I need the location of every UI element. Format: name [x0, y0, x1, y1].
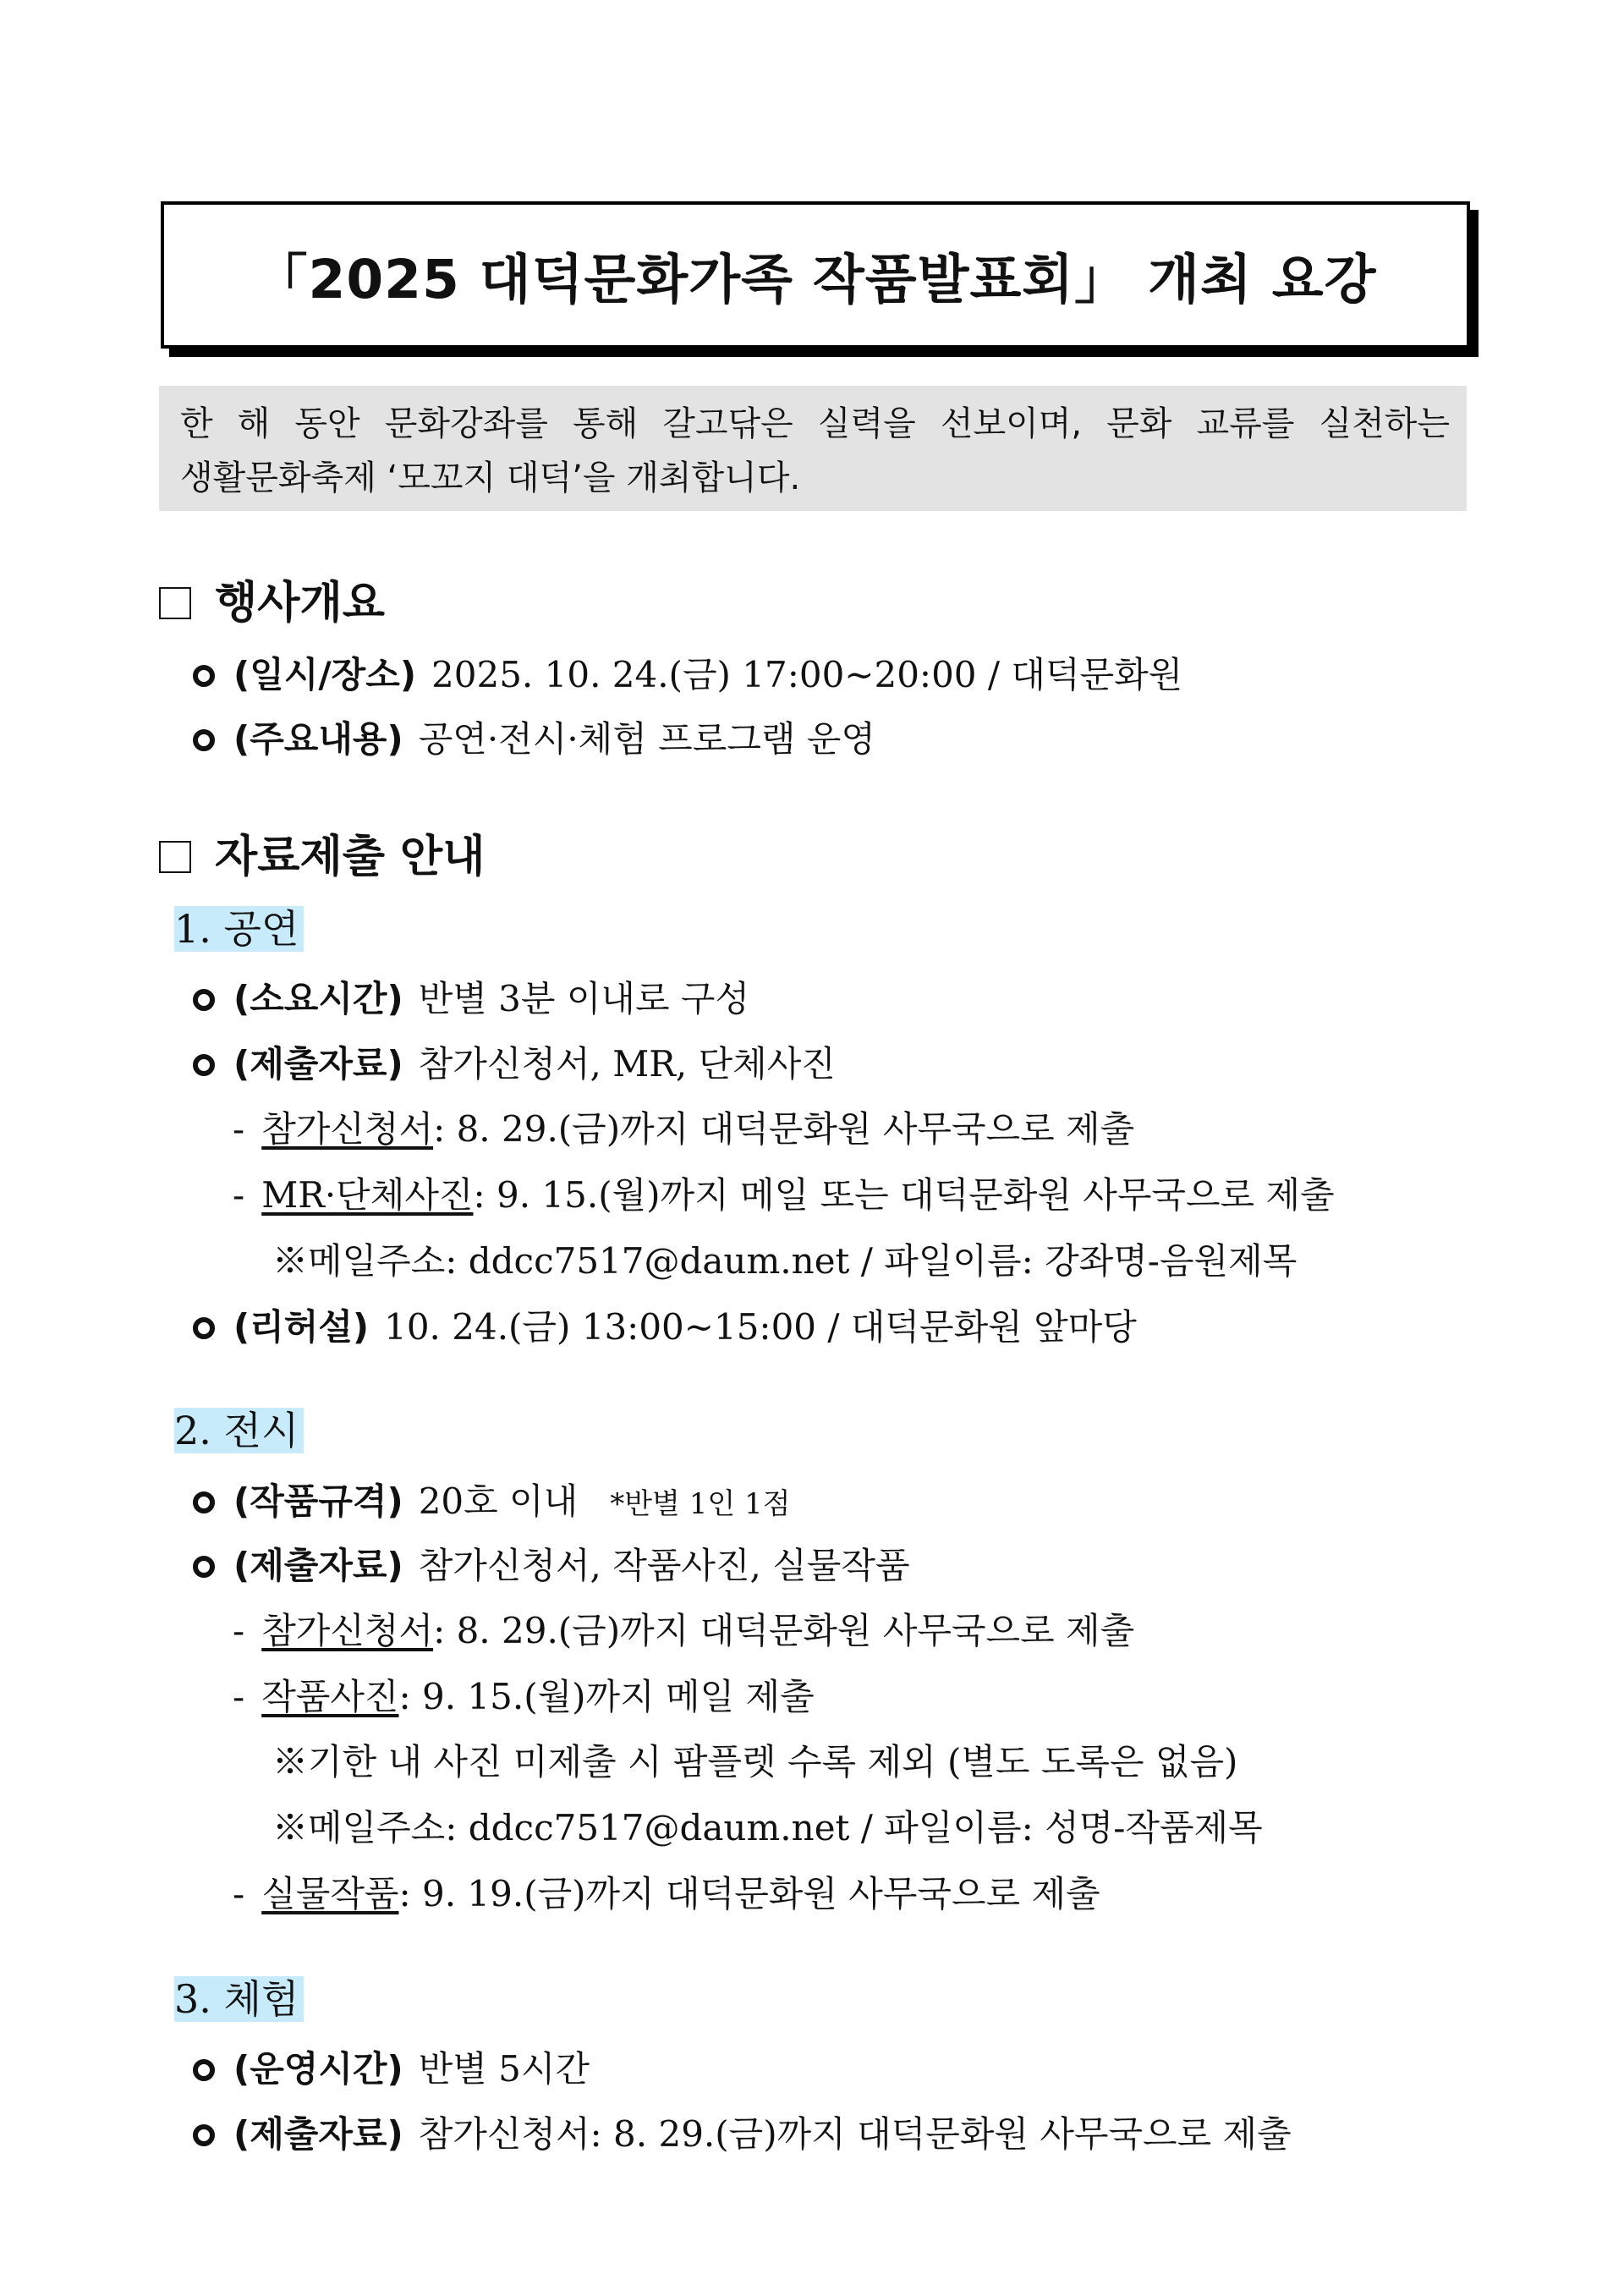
- checkbox-square-icon: [159, 587, 191, 619]
- circle-bullet-icon: [193, 1491, 215, 1513]
- item-label: (소요시간): [233, 978, 403, 1019]
- section-submission-heading: 자료제출 안내: [215, 832, 486, 882]
- item-small-note: *반별 1인 1점: [610, 1487, 791, 1521]
- item-text: 2025. 10. 24.(금) 17:00~20:00 / 대덕문화원: [431, 654, 1183, 695]
- item-text: 참가신청서, MR, 단체사진: [418, 1043, 836, 1085]
- sub-underlined: 실물작품: [261, 1873, 399, 1914]
- circle-bullet-icon: [193, 2059, 215, 2081]
- exhibition-sub-application: - 참가신청서: 8. 29.(금)까지 대덕문화원 사무국으로 제출: [233, 1610, 1135, 1651]
- exhibition-sub-artwork: - 실물작품: 9. 19.(금)까지 대덕문화원 사무국으로 제출: [233, 1873, 1100, 1914]
- circle-bullet-icon: [193, 2124, 215, 2146]
- sub-underlined: MR·단체사진: [261, 1174, 474, 1216]
- exhibition-spec: [193, 1474, 790, 1524]
- subsection-heading: 2. 전시: [174, 1408, 304, 1453]
- circle-bullet-icon: [193, 989, 215, 1011]
- sub-text: : 8. 29.(금)까지 대덕문화원 사무국으로 제출: [433, 1610, 1135, 1651]
- item-label: (주요내용): [233, 718, 403, 760]
- circle-bullet-icon: [193, 1054, 215, 1076]
- sub-text: : 9. 15.(월)까지 메일 또는 대덕문화원 사무국으로 제출: [473, 1174, 1335, 1216]
- performance-duration: [193, 971, 749, 1022]
- item-text: 참가신청서, 작품사진, 실물작품: [418, 1545, 910, 1586]
- section-submission: [159, 821, 486, 884]
- exhibition-note-2: ※메일주소: ddcc7517@daum.net / 파일이름: 성명-작품제목: [272, 1807, 1263, 1848]
- performance-sub-mr: - MR·단체사진: 9. 15.(월)까지 메일 또는 대덕문화원 사무국으로 제출: [233, 1174, 1335, 1216]
- sub-text: : 8. 29.(금)까지 대덕문화원 사무국으로 제출: [433, 1108, 1135, 1150]
- intro-line-1: 한 해 동안 문화강좌를 통해 갈고닦은 실력을 선보이며, 문화 교류를 실천하는: [180, 404, 1450, 443]
- performance-sub-application: - 참가신청서: 8. 29.(금)까지 대덕문화원 사무국으로 제출: [233, 1108, 1135, 1150]
- performance-materials: [193, 1036, 836, 1087]
- sub-underlined: 작품사진: [261, 1676, 399, 1717]
- sub-underlined: 참가신청서: [261, 1108, 434, 1150]
- sub-text: : 9. 15.(월)까지 메일 제출: [398, 1676, 815, 1717]
- exhibition-materials: [193, 1538, 910, 1589]
- experience-materials: [193, 2106, 1292, 2157]
- circle-bullet-icon: [193, 729, 215, 751]
- subsection-experience: [174, 1969, 304, 2024]
- title-box: [161, 201, 1470, 349]
- circle-bullet-icon: [193, 665, 215, 687]
- intro-box: [159, 386, 1467, 511]
- section-overview: [159, 567, 385, 630]
- exhibition-sub-photo: - 작품사진: 9. 15.(월)까지 메일 제출: [233, 1676, 815, 1717]
- item-label: (작품규격): [233, 1480, 403, 1522]
- exhibition-note-1: ※기한 내 사진 미제출 시 팜플렛 수록 제외 (별도 도록은 없음): [272, 1741, 1238, 1782]
- item-text: 참가신청서: 8. 29.(금)까지 대덕문화원 사무국으로 제출: [418, 2113, 1292, 2155]
- item-label: (제출자료): [233, 1545, 403, 1586]
- intro-line-2: 생활문화축제 ‘모꼬지 대덕’을 개최합니다.: [180, 459, 801, 497]
- subsection-heading: 3. 체험: [174, 1976, 304, 2022]
- item-text: 반별 5시간: [418, 2048, 590, 2090]
- performance-note: ※메일주소: ddcc7517@daum.net / 파일이름: 강좌명-음원제목: [272, 1240, 1298, 1282]
- item-label: (운영시간): [233, 2048, 403, 2090]
- performance-rehearsal: [193, 1299, 1137, 1350]
- item-label: (제출자료): [233, 2113, 403, 2155]
- circle-bullet-icon: [193, 1317, 215, 1339]
- item-text: 20호 이내: [418, 1480, 579, 1522]
- item-text: 10. 24.(금) 13:00~15:00 / 대덕문화원 앞마당: [384, 1306, 1137, 1348]
- section-overview-heading: 행사개요: [215, 578, 385, 629]
- sub-underlined: 참가신청서: [261, 1610, 434, 1651]
- circle-bullet-icon: [193, 1556, 215, 1578]
- checkbox-square-icon: [159, 841, 191, 873]
- item-text: 공연·전시·체험 프로그램 운영: [418, 718, 875, 760]
- overview-item-datetime: [193, 647, 1182, 698]
- item-text: 반별 3분 이내로 구성: [418, 978, 750, 1019]
- subsection-performance: [174, 898, 304, 954]
- item-label: (제출자료): [233, 1043, 403, 1085]
- sub-text: : 9. 19.(금)까지 대덕문화원 사무국으로 제출: [398, 1873, 1100, 1914]
- subsection-exhibition: [174, 1400, 304, 1456]
- document-title: 「2025 대덕문화가족 작품발표회」 개최 요강: [161, 201, 1470, 349]
- subsection-heading: 1. 공연: [174, 906, 304, 952]
- item-label: (일시/장소): [233, 654, 417, 695]
- item-label: (리허설): [233, 1306, 370, 1348]
- experience-hours: [193, 2041, 590, 2092]
- overview-item-content: [193, 711, 875, 762]
